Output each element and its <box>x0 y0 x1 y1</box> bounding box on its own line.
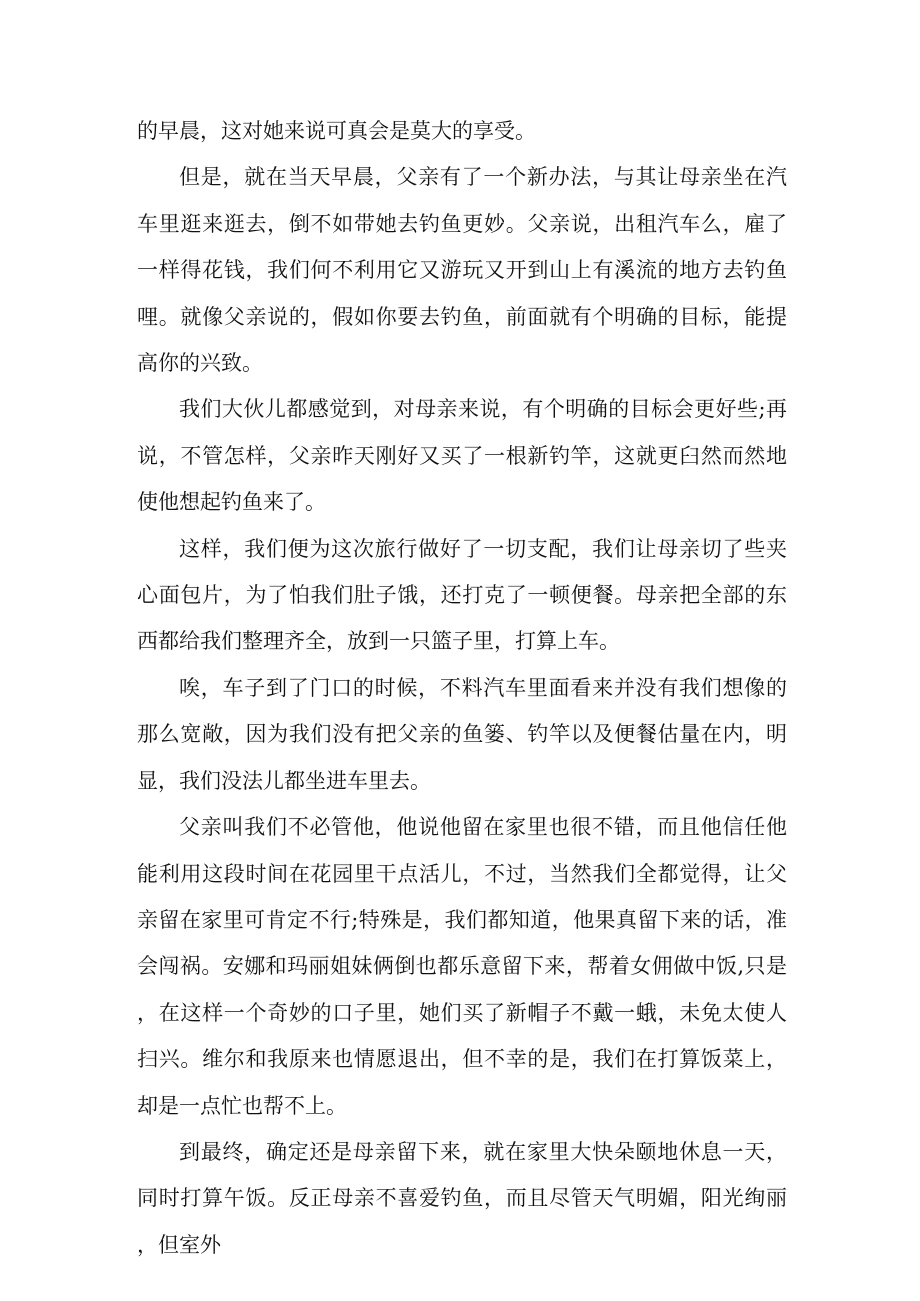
body-text <box>137 108 787 1268</box>
paragraph: 到最终，确定还是母亲留下来，就在家里大快朵颐地休息一天，同时打算午饭。反正母亲不喜爱钓鱼，而且尽管天气明媚，阳光绚丽，但室外 <box>137 1139 787 1257</box>
paragraph: 这样，我们便为这次旅行做好了一切支配，我们让母亲切了些夹心面包片，为了怕我们肚子饿，还打克了一顿便餐。母亲把全部的东西都给我们整理齐全，放到一只篮子里，打算上车。 <box>137 536 787 654</box>
paragraph: 唉，车子到了门口的时候，不料汽车里面看来并没有我们想像的那么宽敞，因为我们没有把父亲的鱼篓、钓竿以及便餐估量在内，明显，我们没法儿都坐进车里去。 <box>137 675 787 793</box>
paragraph: 我们大伙儿都感觉到，对母亲来说，有个明确的目标会更好些;再说，不管怎样，父亲昨天刚好又买了一根新钓竿，这就更臼然而然地使他想起钓鱼来了。 <box>137 397 787 515</box>
paragraph-continuation: 的早晨，这对她来说可真会是莫大的享受。 <box>137 119 536 143</box>
paragraph: 但是，就在当天早晨，父亲有了一个新办法，与其让母亲坐在汽车里逛来逛去，倒不如带她去钓鱼更妙。父亲说，出租汽车么，雇了一样得花钱，我们何不利用它又游玩又开到山上有溪流的地方去钓鱼哩。就像父亲说的，假如你要去钓鱼，前面就有个明确的目标，能提高你的兴致。 <box>137 165 787 376</box>
paragraph: 父亲叫我们不必管他，他说他留在家里也很不错，而且他信任他能利用这段时间在花园里干点活儿，不过，当然我们全都觉得，让父亲留在家里可肯定不行;特殊是，我们都知道，他果真留下来的话，准会闯祸。安娜和玛丽姐妹俩倒也都乐意留下来，帮着女佣做中饭,只是，在这样一个奇妙的口子里，她们买了新帽子不戴一蛾，未免太使人扫兴。维尔和我原来也情愿退出，但不幸的是，我们在打算饭菜上，却是一点忙也帮不上。 <box>137 815 787 1118</box>
